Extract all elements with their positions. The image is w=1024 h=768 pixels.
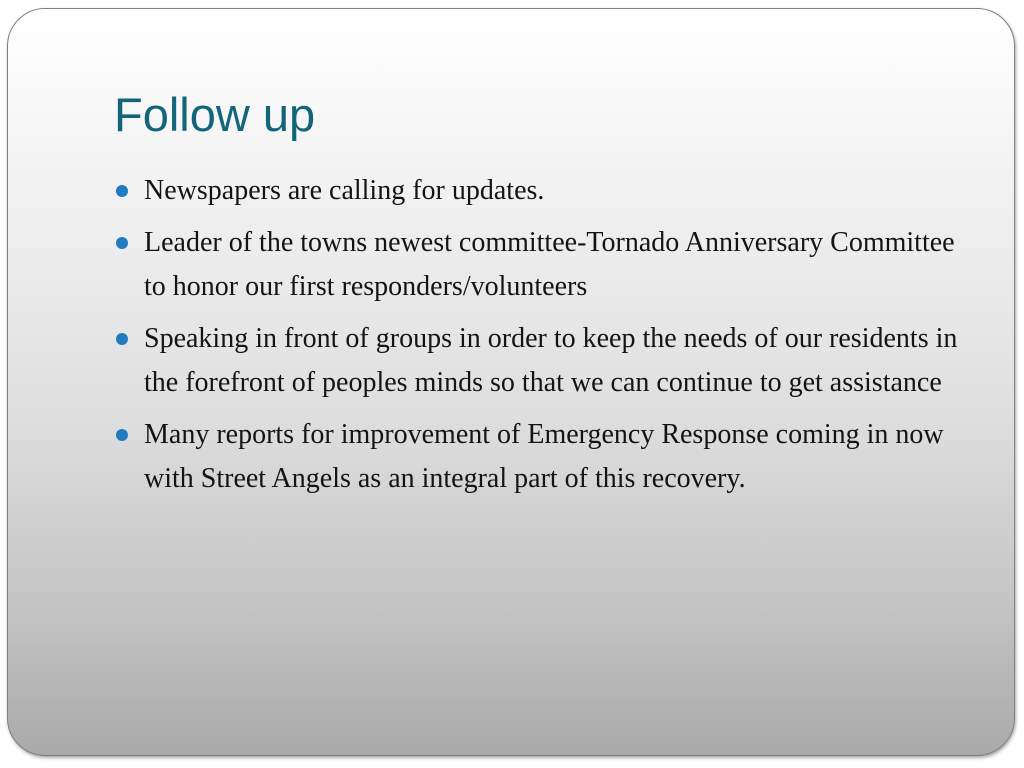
slide <box>7 8 1015 756</box>
bullet-item <box>113 169 963 213</box>
bullet-text: Many reports for improvement of Emergency Response coming in now with Street Angels as an integral part of this recovery. <box>144 419 944 494</box>
bullet-dot-icon <box>116 237 128 249</box>
bullet-dot-icon <box>116 185 128 197</box>
bullet-item <box>113 413 963 501</box>
bullet-item <box>113 221 963 309</box>
bullet-text: Newspapers are calling for updates. <box>144 175 545 206</box>
slide-title: Follow up <box>114 88 316 141</box>
bullet-text: Speaking in front of groups in order to keep the needs of our residents in the forefront of peoples minds so that we can continue to get assistance <box>144 323 958 398</box>
bullet-item <box>113 317 963 405</box>
bullet-text: Leader of the towns newest committee-Tornado Anniversary Committee to honor our first responders/volunteers <box>144 227 955 302</box>
bullet-dot-icon <box>116 333 128 345</box>
bullet-list <box>113 169 963 509</box>
bullet-dot-icon <box>116 429 128 441</box>
